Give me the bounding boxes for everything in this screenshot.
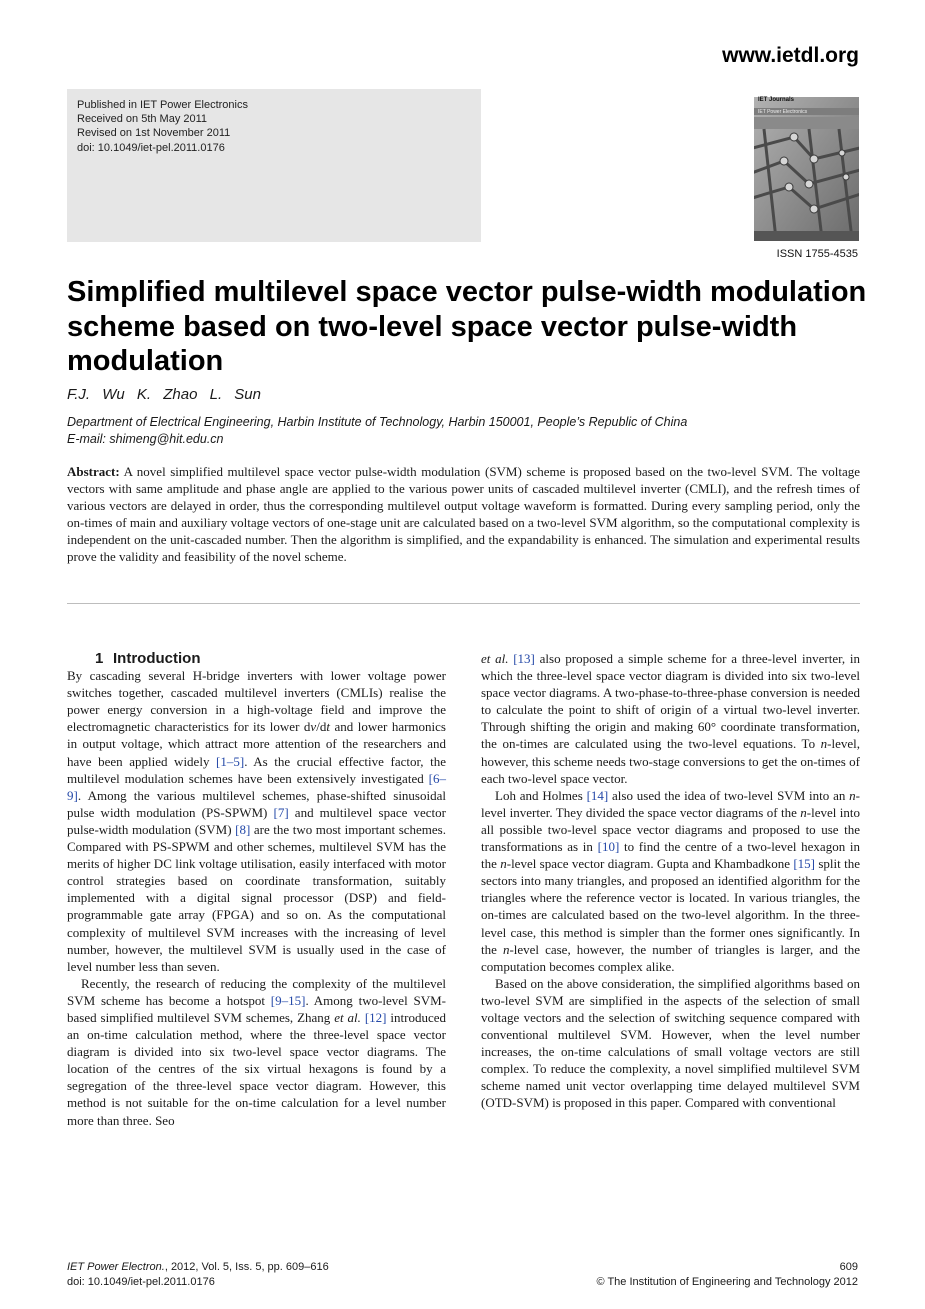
italic-text: n — [800, 804, 807, 820]
paragraph-5: Based on the above consideration, the simplified algorithms based on two-level SVM are simplified in the aspects of the selection of small voltage vectors and the selection of switching sequence compared with conventional multilevel SVM. However, when the level number increases, the on-time calculations of small voltage vectors are still complex. To reduce the complexity, a novel simplified multilevel SVM scheme named unit vector overlapping time delayed multilevel SVM (OTD-SVM) is proposed in this paper. Compared with conventional — [481, 975, 860, 1111]
journal-cover-thumbnail — [754, 89, 859, 241]
citation-link[interactable]: [9–15] — [270, 992, 306, 1008]
left-column — [67, 650, 446, 1129]
italic-text: et al. — [334, 1009, 361, 1025]
footer-journal: IET Power Electron. — [67, 1261, 165, 1273]
citation-link[interactable]: [15] — [793, 856, 816, 872]
italic-text: n — [849, 787, 856, 803]
cover-brand: IET Journals — [758, 97, 795, 103]
citation-link[interactable]: [7] — [273, 804, 289, 820]
author-1: F.J. Wu — [67, 386, 125, 403]
italic-text: n — [502, 941, 510, 957]
footer-volume: , 2012, Vol. 5, Iss. 5, pp. 609–616 — [164, 1261, 329, 1273]
revised-date: Revised on 1st November 2011 — [77, 127, 231, 140]
footer-left — [67, 1260, 329, 1289]
paragraph-4: Loh and Holmes [14] also used the idea of two-level SVM into an n-level inverter. They divided the space vector diagrams of the n-level into all possible two-level space vector diagrams and proposed to use the transformations as in [10] to find the centre of a two-level hexagon in the n-level space vector diagram. Gupta and Khambadkone [15] split the sectors into many triangles, and proposed an identified algorithm for the triangles where the reference vector is located. In various triangles, the on-times are calculated based on the two-level algorithm. In the three-level case, this method is simpler than the former ones significantly. In the n-level case, however, the number of triangles is larger, and the computation becomes complex alike. — [481, 787, 860, 974]
citation-link[interactable]: [13] — [513, 651, 535, 666]
email[interactable]: E-mail: shimeng@hit.edu.cn — [67, 431, 224, 446]
author-3: L. Sun — [209, 386, 261, 403]
citation-link[interactable]: [8] — [235, 821, 251, 837]
author-2: K. Zhao — [136, 386, 198, 403]
received-date: Received on 5th May 2011 — [77, 113, 208, 126]
italic-text: n — [820, 736, 828, 752]
paragraph-3: et al. [13] also proposed a simple scheme for a three-level inverter, in which the three-level space vector diagram is divided into six two-level space vector diagrams. A two-phase-to-three-phase conversion is needed to calculate the point to shift of origin of a virtual two-level inverter. Through shifting the origin and making 60° coordinate transformation, the on-times are calculated using the two-level equations. To n-level, however, this scheme needs two-stage conversions to get the on-times of each two-level space vector. — [481, 651, 861, 786]
citation-link[interactable]: [10] — [597, 839, 620, 855]
citation-link[interactable]: [6–9] — [67, 770, 446, 803]
right-column — [481, 650, 860, 1112]
doi: doi: 10.1049/iet-pel.2011.0176 — [77, 141, 225, 154]
italic-text: et al. — [481, 651, 509, 666]
affiliation: Department of Electrical Engineering, Harbin Institute of Technology, Harbin 150001, People’s Republic of China — [67, 415, 688, 429]
footer-doi: doi: 10.1049/iet-pel.2011.0176 — [67, 1275, 215, 1288]
footer-right — [597, 1260, 859, 1289]
footer-citation — [67, 1260, 329, 1275]
copyright: © The Institution of Engineering and Technology 2012 — [596, 1275, 858, 1288]
italic-text: t — [326, 719, 330, 735]
citation-link[interactable]: [1–5] — [216, 753, 245, 769]
italic-text: v — [310, 719, 317, 735]
affiliation-block — [67, 414, 877, 447]
section-title: Introduction — [113, 650, 201, 667]
section-divider — [67, 603, 860, 604]
citation-link[interactable]: [12] — [364, 1009, 387, 1025]
section-number: 1 — [95, 650, 104, 667]
cover-journal: IET Power Electronics — [758, 109, 808, 115]
abstract-text: A novel simplified multilevel space vector pulse-width modulation (SVM) scheme is proposed based on the two-level SVM. The voltage vectors with same amplitude and phase angle are applied to the various power units of cascaded multilevel inverter (CMLI), and the refresh times of various vectors are delayed in order, thus the corresponding multilevel output voltage waveform is formatted. During every sampling period, only the on-times of main and auxiliary voltage vectors of one-stage unit are calculated based on a two-level SVM algorithm, so the computational complexity is independent on the unit-cascaded number. Then the algorithm is simplified, and the expandability is enhanced. The simulation and experimental results prove the validity and feasibility of the novel scheme. — [67, 464, 860, 565]
paper-title: Simplified multilevel space vector pulse-width modulation scheme based on two-level space vector pulse-width modulation — [67, 276, 867, 377]
abstract — [67, 463, 860, 566]
paragraph-2: Recently, the research of reducing the complexity of the multilevel SVM scheme has become a hotspot [9–15]. Among two-level SVM-based simplified multilevel SVM schemes, Zhang et al. [12] introduced an on-time calculation method, where the three-level space vector diagram is divided into six two-level space vector diagrams. The location of the centres of the six virtual hexagons is found by a segregation of the three-level space vector diagram. However, this method is not suitable for the on-time calculation for a level number more than three. Seo — [67, 975, 446, 1128]
issn: ISSN 1755-4535 — [776, 248, 858, 260]
page-number: 609 — [839, 1261, 858, 1273]
italic-text: n — [500, 856, 507, 872]
section-heading — [67, 650, 446, 667]
site-url[interactable]: www.ietdl.org — [722, 44, 859, 67]
paragraph-1: By cascading several H-bridge inverters with lower voltage power switches together, cascaded multilevel inverters (CMLIs) realise the power energy conversion in a high-voltage field and improve the electromagnetic characteristics for its lower dv/dt and lower harmonics in output voltage, which attract more attention of the researchers and have been applied widely [1–5]. As the crucial effective factor, the multilevel modulation schemes have been extensively investigated [6–9]. Among the various multilevel schemes, phase-shifted sinusoidal pulse width modulation (PS-SPWM) [7] and multilevel space vector pulse-width modulation (SVM) [8] are the two most important schemes. Compared with PS-SPWM and other schemes, multilevel SVM has the merits of higher DC link voltage utilisation, easily interfaced with motor control strategies based on coordinate transformation, suitably implemented with a digital signal processor (DSP) and field-programmable gate array (FPGA) and so on. As the computational complexity of multilevel SVM increases with the increasing of level number, however, the multilevel SVM is usually used in the case of level number less than seven. — [67, 668, 446, 974]
published-in: Published in IET Power Electronics — [77, 99, 248, 111]
abstract-label: Abstract: — [67, 464, 120, 479]
author-list — [67, 386, 261, 403]
citation-link[interactable]: [14] — [586, 787, 609, 803]
publication-info-box — [67, 89, 481, 242]
